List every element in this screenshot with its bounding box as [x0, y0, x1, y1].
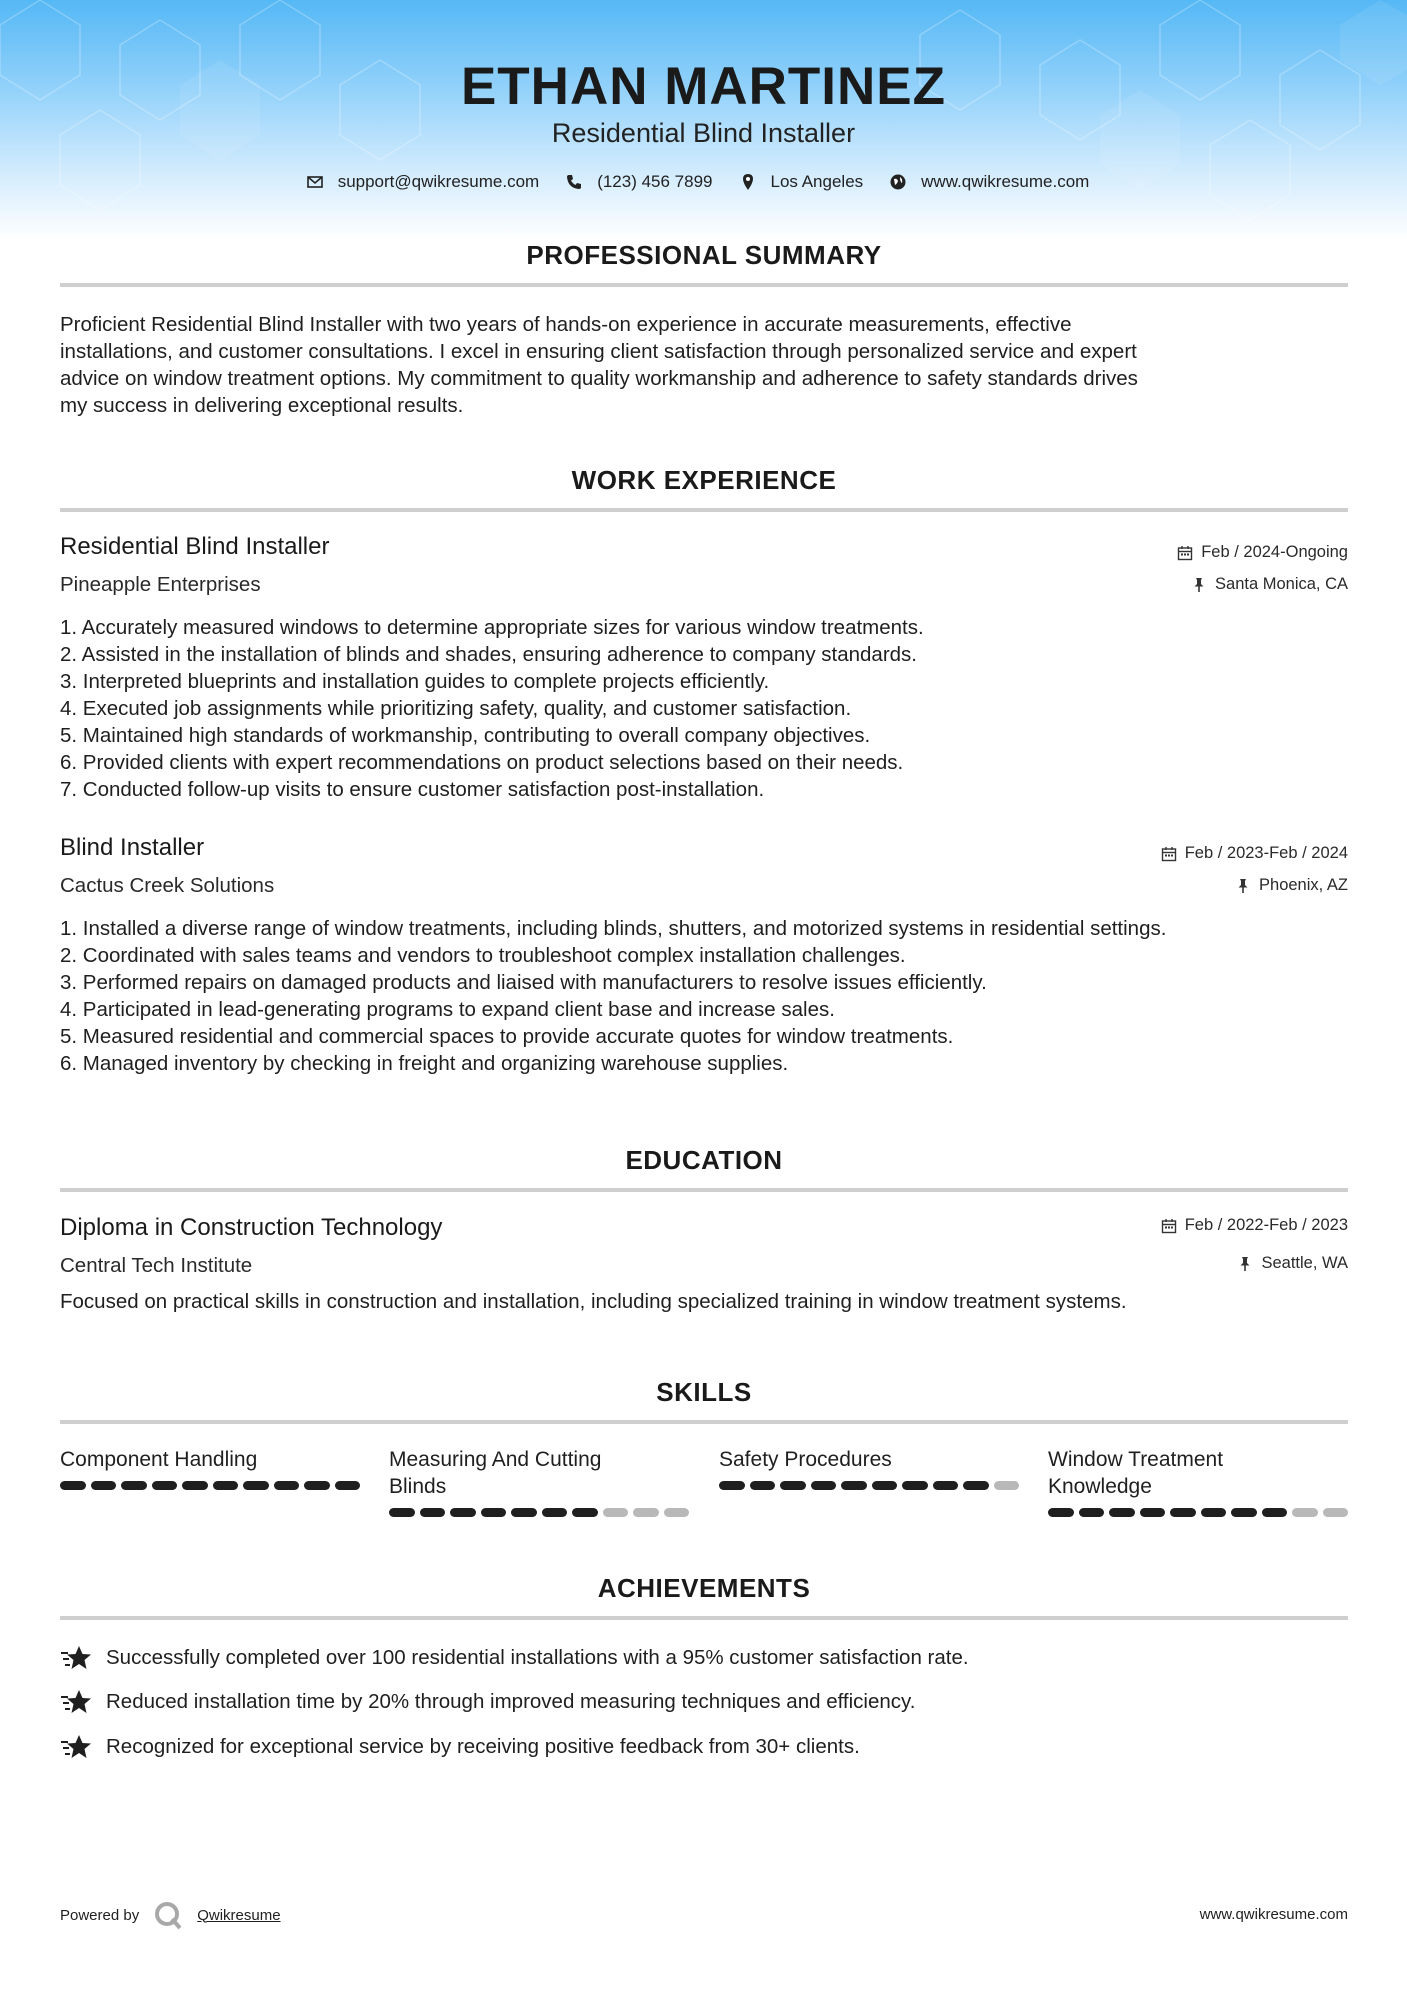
achievement-text: Recognized for exceptional service by receiving positive feedback from 30+ clients. [106, 1735, 860, 1758]
skill-segment-filled [182, 1481, 208, 1490]
skill-segment-filled [60, 1481, 86, 1490]
brand-link[interactable]: Qwikresume [197, 1906, 281, 1924]
footer-website[interactable]: www.qwikresume.com [1199, 1906, 1348, 1923]
section-divider [60, 1188, 1348, 1192]
skill-rating-bar [389, 1508, 689, 1517]
powered-by-label: Powered by [60, 1906, 140, 1924]
list-item: 4. Participated in lead-generating programs to expand client base and increase sales. [60, 998, 835, 1021]
skill-segment-filled [1170, 1508, 1196, 1517]
job-company: Cactus Creek Solutions [60, 874, 275, 897]
skill-segment-filled [304, 1481, 330, 1490]
list-item: 6. Provided clients with expert recommendations on product selections based on their needs. [60, 751, 904, 774]
qwikresume-logo-icon [153, 1900, 183, 1930]
skill-segment-empty [603, 1508, 629, 1517]
skill-segment-filled [780, 1481, 806, 1490]
candidate-name: ETHAN MARTINEZ [460, 57, 947, 116]
contact-email-text: support@qwikresume.com [337, 172, 540, 191]
skill-segment-filled [420, 1508, 446, 1517]
job-date-text: Feb / 2024-Ongoing [1201, 543, 1348, 561]
skill-segment-filled [1140, 1508, 1166, 1517]
star-icon [60, 1644, 92, 1672]
contact-website-text: www.qwikresume.com [921, 172, 1090, 191]
job-title: Residential Blind Installer [60, 533, 330, 560]
summary-line: installations, and customer consultations. I excel in ensuring client satisfaction through personalized service and expert [60, 340, 1137, 363]
calendar-icon [1161, 846, 1177, 862]
skill-segment-filled [335, 1481, 361, 1490]
education-date-text: Feb / 2022-Feb / 2023 [1184, 1216, 1348, 1234]
skill-segment-filled [1262, 1508, 1288, 1517]
list-item: 4. Executed job assignments while prioritizing safety, quality, and customer satisfaction. [60, 697, 852, 720]
contact-location-text: Los Angeles [770, 172, 864, 191]
skill-segment-filled [121, 1481, 147, 1490]
skill-segment-empty [1292, 1508, 1318, 1517]
achievement-item [60, 1733, 860, 1761]
section-divider [60, 1616, 1348, 1620]
list-item: 5. Maintained high standards of workmanship, contributing to overall company objectives. [60, 724, 871, 747]
job-bullets [60, 614, 1360, 803]
summary-text [60, 311, 1348, 419]
skill-label [389, 1446, 689, 1500]
skill-label-line: Blinds [389, 1475, 447, 1498]
section-divider [60, 1420, 1348, 1424]
contact-location [739, 172, 864, 192]
skill-item [389, 1446, 689, 1517]
education-location [1237, 1254, 1348, 1273]
skill-segment-filled [933, 1481, 959, 1490]
skill-rating-bar [1048, 1508, 1348, 1517]
education-location-text: Seattle, WA [1261, 1254, 1348, 1272]
achievement-item [60, 1688, 915, 1716]
list-item: 6. Managed inventory by checking in freight and organizing warehouse supplies. [60, 1052, 789, 1075]
section-title-summary: PROFESSIONAL SUMMARY [526, 240, 882, 270]
star-icon [60, 1733, 92, 1761]
skill-segment-filled [1201, 1508, 1227, 1517]
pushpin-icon [1237, 1256, 1253, 1272]
skill-segment-filled [811, 1481, 837, 1490]
skill-segment-filled [841, 1481, 867, 1490]
skill-segment-filled [389, 1508, 415, 1517]
skill-segment-empty [664, 1508, 690, 1517]
job-date-text: Feb / 2023-Feb / 2024 [1184, 844, 1348, 862]
skill-segment-filled [213, 1481, 239, 1490]
job-location-text: Santa Monica, CA [1215, 575, 1348, 593]
job-date [1177, 543, 1348, 562]
envelope-icon [306, 173, 324, 191]
skill-segment-filled [152, 1481, 178, 1490]
section-title-education: EDUCATION [625, 1145, 783, 1175]
achievement-text: Reduced installation time by 20% through improved measuring techniques and efficiency. [106, 1690, 916, 1713]
skill-segment-empty [1323, 1508, 1349, 1517]
skill-item [1048, 1446, 1348, 1517]
skill-item [60, 1446, 360, 1490]
pushpin-icon [1235, 878, 1251, 894]
education-date [1161, 1216, 1348, 1235]
skill-segment-filled [719, 1481, 745, 1490]
candidate-title: Residential Blind Installer [551, 118, 856, 148]
skill-segment-filled [872, 1481, 898, 1490]
skill-rating-bar [719, 1481, 1019, 1490]
job-location [1235, 876, 1348, 895]
list-item: 3. Performed repairs on damaged products and liaised with manufacturers to resolve issues efficiently. [60, 971, 987, 994]
globe-icon [889, 173, 907, 191]
achievement-text: Successfully completed over 100 residential installations with a 95% customer satisfaction rate. [106, 1646, 969, 1669]
skill-segment-filled [572, 1508, 598, 1517]
job-date [1161, 844, 1348, 863]
skill-segment-filled [1109, 1508, 1135, 1517]
education-description: Focused on practical skills in construction and installation, including specialized training in window treatment systems. [60, 1290, 1127, 1313]
skill-label [1048, 1446, 1348, 1500]
skill-rating-bar [60, 1481, 360, 1490]
pushpin-icon [1191, 577, 1207, 593]
section-divider [60, 283, 1348, 287]
skill-segment-empty [633, 1508, 659, 1517]
calendar-icon [1177, 545, 1193, 561]
summary-line: advice on window treatment options. My commitment to quality workmanship and adherence to safety standards drives [60, 367, 1138, 390]
skill-segment-filled [750, 1481, 776, 1490]
job-title: Blind Installer [60, 834, 205, 861]
list-item: 1. Installed a diverse range of window treatments, including blinds, shutters, and motorized systems in residential settings. [60, 917, 1167, 940]
star-icon [60, 1688, 92, 1716]
contact-phone[interactable] [565, 172, 712, 192]
job-company: Pineapple Enterprises [60, 573, 261, 596]
skill-segment-filled [1048, 1508, 1074, 1517]
achievement-item [60, 1644, 969, 1672]
map-pin-icon [739, 173, 757, 191]
footer-powered-by [60, 1900, 281, 1930]
contact-phone-text: (123) 456 7899 [597, 172, 713, 191]
skill-label [719, 1446, 1019, 1473]
section-divider [60, 508, 1348, 512]
phone-icon [565, 173, 583, 191]
skill-segment-filled [1231, 1508, 1257, 1517]
skill-item [719, 1446, 1019, 1490]
list-item: 2. Coordinated with sales teams and vendors to troubleshoot complex installation challenges. [60, 944, 906, 967]
skill-segment-filled [542, 1508, 568, 1517]
skill-segment-filled [450, 1508, 476, 1517]
skill-segment-filled [91, 1481, 117, 1490]
skill-segment-filled [481, 1508, 507, 1517]
skill-segment-filled [511, 1508, 537, 1517]
list-item: 7. Conducted follow-up visits to ensure customer satisfaction post-installation. [60, 778, 765, 801]
section-title-skills: SKILLS [656, 1377, 752, 1407]
summary-line: my success in delivering exceptional results. [60, 394, 464, 417]
list-item: 1. Accurately measured windows to determine appropriate sizes for various window treatments. [60, 616, 924, 639]
list-item: 2. Assisted in the installation of blinds and shades, ensuring adherence to company standards. [60, 643, 917, 666]
skill-segment-filled [243, 1481, 269, 1490]
job-location [1191, 575, 1348, 594]
job-location-text: Phoenix, AZ [1259, 876, 1348, 894]
contact-website[interactable] [889, 172, 1089, 192]
skill-label [60, 1446, 360, 1473]
list-item: 5. Measured residential and commercial spaces to provide accurate quotes for window treatments. [60, 1025, 954, 1048]
education-degree: Diploma in Construction Technology [60, 1214, 443, 1241]
skill-segment-empty [994, 1481, 1020, 1490]
calendar-icon [1161, 1218, 1177, 1234]
education-school: Central Tech Institute [60, 1254, 253, 1277]
skill-label-line: Safety Procedures [719, 1448, 892, 1471]
job-bullets [60, 915, 1360, 1077]
skill-label-line: Component Handling [60, 1448, 258, 1471]
list-item: 3. Interpreted blueprints and installation guides to complete projects efficiently. [60, 670, 770, 693]
skill-segment-filled [1079, 1508, 1105, 1517]
section-title-achievements: ACHIEVEMENTS [597, 1573, 811, 1603]
skill-label-line: Measuring And Cutting [389, 1448, 602, 1471]
contact-email[interactable] [306, 172, 540, 192]
skill-segment-filled [902, 1481, 928, 1490]
skill-label-line: Window Treatment [1048, 1448, 1224, 1471]
summary-line: Proficient Residential Blind Installer with two years of hands-on experience in accurate measurements, effective [60, 313, 1072, 336]
section-title-experience: WORK EXPERIENCE [571, 465, 837, 495]
skill-label-line: Knowledge [1048, 1475, 1152, 1498]
skill-segment-filled [963, 1481, 989, 1490]
skill-segment-filled [274, 1481, 300, 1490]
contact-bar [0, 172, 1407, 192]
